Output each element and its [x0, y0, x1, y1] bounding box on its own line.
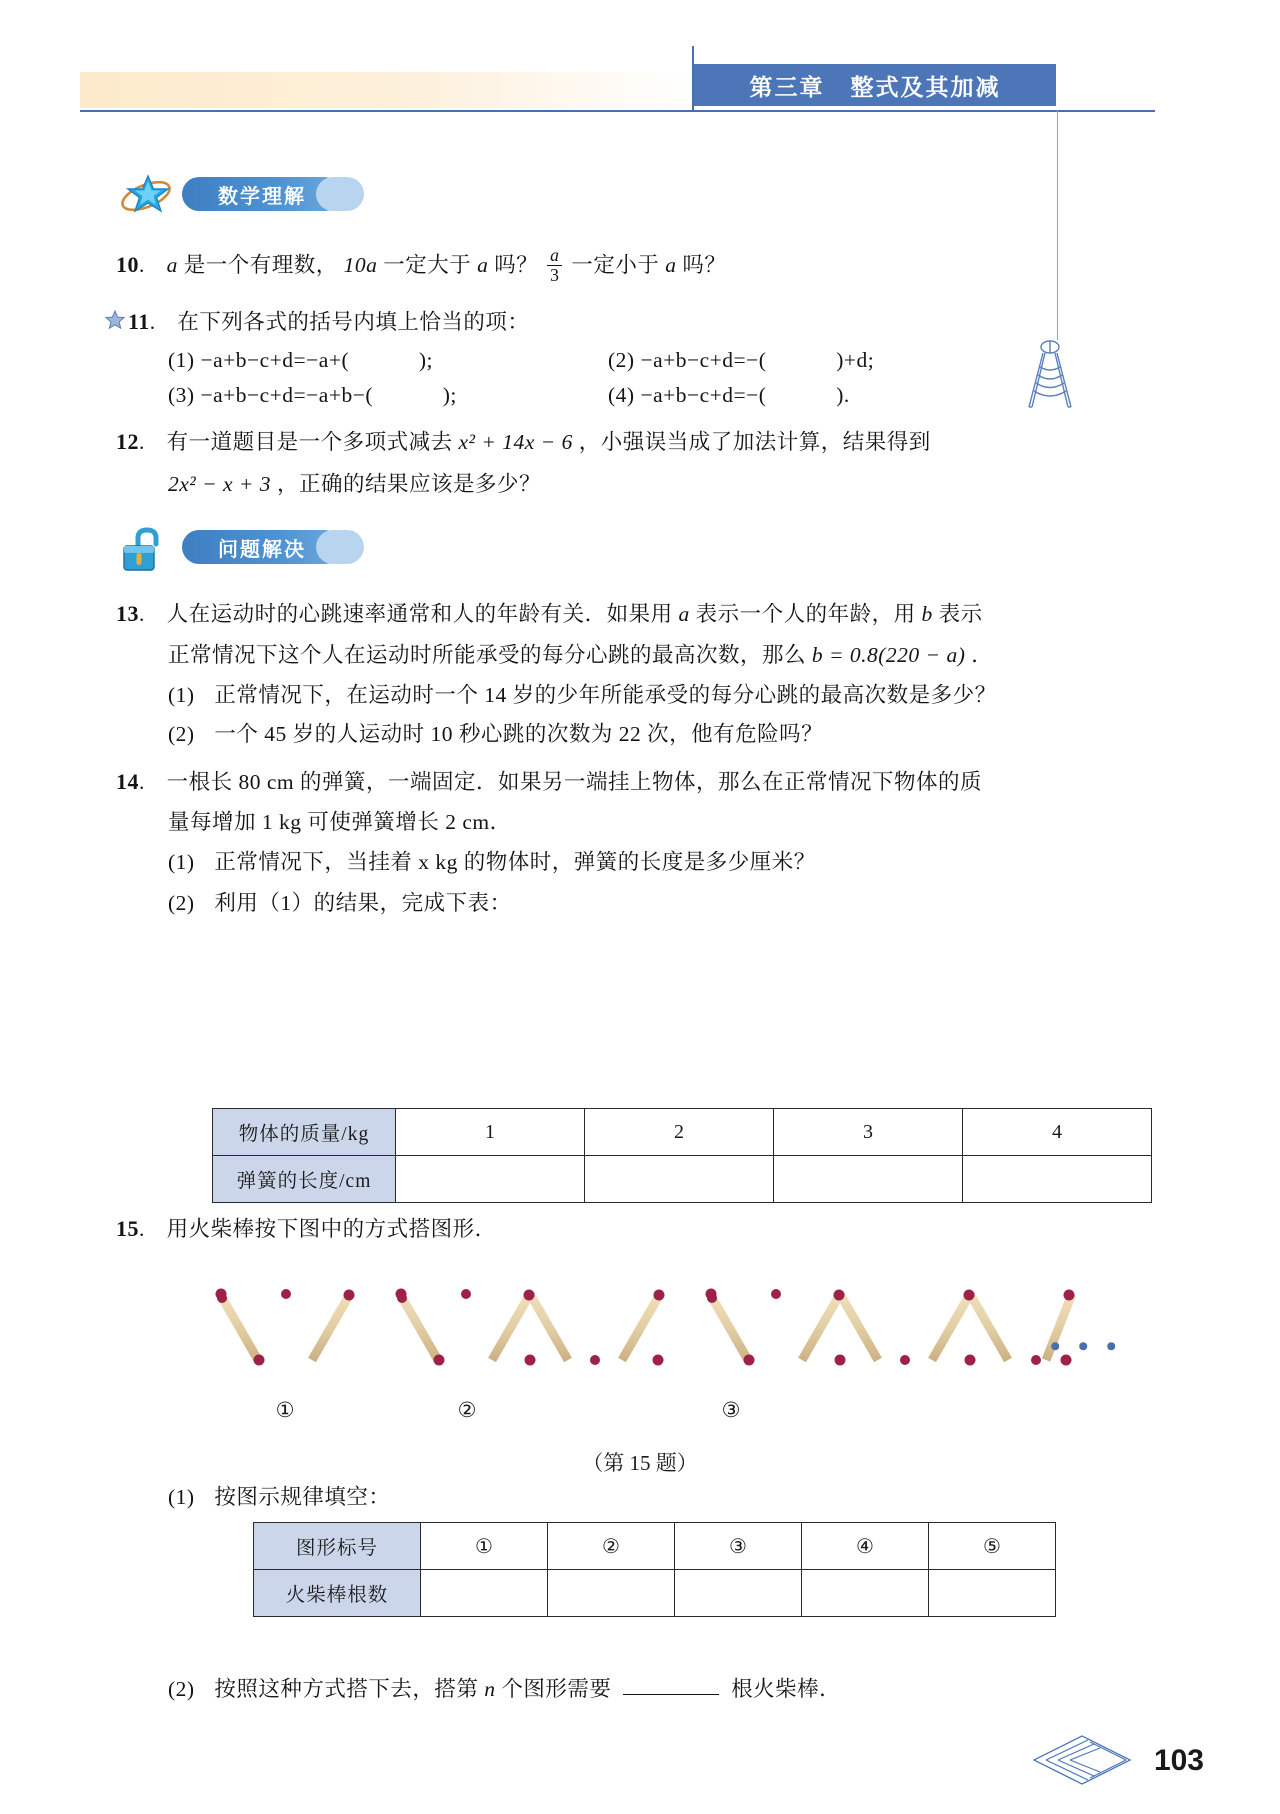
table-cell[interactable]: 4	[963, 1109, 1152, 1156]
problem-12-expr-1: x² + 14x − 6	[458, 430, 573, 454]
problem-13-text-1: 人在运动时的心跳速率通常和人的年龄有关．如果用	[166, 602, 673, 626]
table-cell[interactable]: 3	[774, 1109, 963, 1156]
problem-14-item-2-label: (2)	[168, 891, 195, 915]
problem-15-stem	[116, 1212, 497, 1243]
section-badge-math-understanding	[118, 172, 342, 216]
problem-11-item-1-label: (1)	[168, 348, 195, 372]
table-row-header-match-count: 火柴棒根数	[254, 1570, 421, 1617]
problem-10-text-3: 吗？	[494, 253, 539, 277]
open-padlock-icon	[118, 525, 176, 569]
problem-15-number: 15	[116, 1216, 139, 1241]
problem-15-item-1-text: 按图示规律填空：	[214, 1485, 391, 1509]
problem-13-dot: .	[139, 602, 145, 626]
problem-10-text-5: 吗？	[682, 253, 727, 277]
table-cell-blank[interactable]	[774, 1156, 963, 1203]
problem-11-item-1-rhs: );	[418, 348, 434, 372]
problem-15-item-2	[168, 1672, 841, 1703]
table-cell[interactable]: ①	[421, 1523, 548, 1570]
problem-15-item-2-text-3: 根火柴棒．	[731, 1677, 842, 1701]
chapter-number: 第三章	[749, 73, 825, 100]
problem-12-line-2	[168, 467, 541, 498]
table-cell-blank[interactable]	[396, 1156, 585, 1203]
matchstick-figure	[200, 1282, 1100, 1402]
figure-count-table	[253, 1522, 1056, 1617]
problem-15-dot: .	[139, 1217, 145, 1241]
table-cell[interactable]: ⑤	[929, 1523, 1056, 1570]
margin-vertical-line	[1057, 110, 1058, 340]
problem-15-item-2-var-n: n	[484, 1677, 496, 1701]
problem-10-var-a3: a	[665, 253, 677, 277]
problem-11-item-2-rhs: )+d;	[836, 348, 875, 372]
problem-15-item-2-answer-blank[interactable]	[623, 1693, 719, 1695]
table-row	[254, 1570, 1056, 1617]
problem-15-stem-text: 用火柴棒按下图中的方式搭图形．	[166, 1217, 497, 1241]
problem-13-text-2: 表示一个人的年龄，用	[695, 602, 916, 626]
table-cell[interactable]: 1	[396, 1109, 585, 1156]
figure-label-3: ③	[721, 1398, 741, 1422]
problem-10-fraction-denominator: 3	[547, 265, 562, 285]
section-label-problem-solving: 问题解决	[182, 530, 342, 564]
table-cell-blank[interactable]	[675, 1570, 802, 1617]
figure-label-2: ②	[457, 1398, 477, 1422]
table-cell-blank[interactable]	[585, 1156, 774, 1203]
problem-13-line-1	[116, 597, 983, 628]
problem-11-item-3-lhs: −a+b−c+d=−a+b−(	[200, 383, 373, 407]
problem-15-item-2-label: (2)	[168, 1677, 195, 1701]
problem-11-item-3-rhs: );	[442, 383, 457, 407]
table-cell-blank[interactable]	[421, 1570, 548, 1617]
problem-12-line-1	[116, 425, 931, 456]
problem-13-var-a: a	[678, 602, 690, 626]
header-horizontal-rule	[80, 110, 1155, 112]
problem-14-text-1: 一根长 80 cm 的弹簧，一端固定．如果另一端挂上物体，那么在正常情况下物体的质	[166, 770, 983, 794]
problem-12-expr-2: 2x² − x + 3	[168, 472, 272, 496]
problem-13-item-2-label: (2)	[168, 722, 195, 746]
problem-11-item-4-lhs: −a+b−c+d=−(	[640, 383, 767, 407]
compass-illustration	[1005, 335, 1095, 415]
problem-10-dot: .	[139, 253, 145, 277]
footer-decoration	[1030, 1728, 1170, 1792]
table-cell-blank[interactable]	[929, 1570, 1056, 1617]
table-row-header-length: 弹簧的长度/cm	[213, 1156, 396, 1203]
problem-14-item-1	[168, 845, 816, 876]
problem-10-text-1: 是一个有理数，	[183, 253, 338, 277]
problem-11-stem	[128, 305, 529, 336]
problem-15-item-2-text-2: 个图形需要	[501, 1677, 612, 1701]
problem-11-item-1	[168, 348, 433, 373]
problem-13-item-2	[168, 717, 823, 748]
problem-11-item-3	[168, 383, 457, 408]
table-cell-blank[interactable]	[963, 1156, 1152, 1203]
problem-12-text-3: ，正确的结果应该是多少？	[276, 472, 541, 496]
problem-14-line-2	[168, 805, 512, 836]
problem-14-item-2-text: 利用（1）的结果，完成下表：	[214, 891, 512, 915]
table-row	[254, 1523, 1056, 1570]
problem-14-line-1	[116, 765, 982, 796]
problem-14-item-1-text: 正常情况下，当挂着 x kg 的物体时，弹簧的长度是多少厘米？	[214, 850, 816, 874]
figure-label-1: ①	[275, 1398, 295, 1422]
problem-12-text-1: 有一道题目是一个多项式减去	[166, 430, 453, 454]
problem-13-item-1-text: 正常情况下，在运动时一个 14 岁的少年所能承受的每分心跳的最高次数是多少？	[214, 683, 997, 707]
table-cell[interactable]: 2	[585, 1109, 774, 1156]
problem-15-item-1	[168, 1480, 390, 1511]
table-cell[interactable]: ②	[548, 1523, 675, 1570]
problem-13-item-1-label: (1)	[168, 683, 195, 707]
problem-10-text-4: 一定小于	[571, 253, 660, 277]
table-row	[213, 1156, 1152, 1203]
problem-12-number: 12	[116, 429, 139, 454]
problem-11-stem-text: 在下列各式的括号内填上恰当的项：	[177, 310, 530, 334]
mass-length-table	[212, 1108, 1152, 1203]
problem-13-var-b: b	[921, 602, 933, 626]
figure-ellipsis: • • •	[1050, 1330, 1122, 1363]
problem-13-line-2	[168, 638, 993, 669]
problem-14-dot: .	[139, 770, 145, 794]
problem-11-item-2	[608, 348, 874, 373]
problem-10-expr-10a: 10a	[343, 253, 378, 277]
problem-13-text-3: 表示	[938, 602, 983, 626]
chapter-title: 整式及其加减	[850, 73, 1001, 100]
problem-14-text-2: 量每增加 1 kg 可使弹簧增长 2 cm．	[168, 810, 512, 834]
problem-14-item-2	[168, 886, 512, 917]
problem-12-dot: .	[139, 430, 145, 454]
section-badge-problem-solving	[118, 525, 342, 569]
star-orbit-icon	[118, 172, 176, 216]
problem-11-item-2-label: (2)	[608, 348, 635, 372]
chapter-header	[694, 64, 1056, 106]
problem-11-number: 11	[128, 309, 150, 334]
problem-15-item-2-text-1: 按照这种方式搭下去，搭第	[214, 1677, 479, 1701]
problem-13-text-4: 正常情况下这个人在运动时所能承受的每分心跳的最高次数，那么	[168, 643, 807, 667]
problem-11-item-4-label: (4)	[608, 383, 635, 407]
problem-13-text-5: ．	[971, 643, 994, 667]
table-row-header-figure-id: 图形标号	[254, 1523, 421, 1570]
table-row	[213, 1109, 1152, 1156]
problem-11-item-1-lhs: −a+b−c+d=−a+(	[200, 348, 350, 372]
problem-13-number: 13	[116, 601, 139, 626]
section-label-math-understanding: 数学理解	[182, 177, 342, 211]
problem-12-text-2: ，小强误当成了加法计算，结果得到	[578, 430, 931, 454]
problem-10-var-a: a	[166, 253, 178, 277]
problem-11-item-2-lhs: −a+b−c+d=−(	[640, 348, 767, 372]
problem-13-formula: b = 0.8(220 − a)	[811, 643, 966, 667]
problem-11-item-3-label: (3)	[168, 383, 195, 407]
problem-13-item-2-text: 一个 45 岁的人运动时 10 秒心跳的次数为 22 次，他有危险吗？	[214, 722, 824, 746]
problem-13-item-1	[168, 678, 997, 709]
problem-10-var-a2: a	[477, 253, 489, 277]
problem-10-text-2: 一定大于	[383, 253, 472, 277]
problem-10-fraction-numerator: a	[550, 245, 560, 266]
problem-10-fraction	[547, 246, 562, 284]
table-row-header-mass: 物体的质量/kg	[213, 1109, 396, 1156]
header-decorative-band	[80, 72, 690, 108]
table-cell[interactable]: ④	[802, 1523, 929, 1570]
problem-11-dot: .	[149, 310, 156, 334]
problem-11-item-4	[608, 383, 850, 408]
problem-14-number: 14	[116, 769, 139, 794]
starred-problem-icon	[105, 310, 125, 330]
table-cell-blank[interactable]	[548, 1570, 675, 1617]
problem-14-item-1-label: (1)	[168, 850, 195, 874]
problem-10	[116, 245, 727, 286]
page-number: 103	[1153, 1744, 1204, 1777]
problem-10-number: 10	[116, 252, 139, 277]
table-cell-blank[interactable]	[802, 1570, 929, 1617]
figure-caption: （第 15 题）	[582, 1451, 698, 1475]
problem-11-item-4-rhs: ).	[836, 383, 850, 407]
problem-15-item-1-label: (1)	[168, 1485, 195, 1509]
table-cell[interactable]: ③	[675, 1523, 802, 1570]
